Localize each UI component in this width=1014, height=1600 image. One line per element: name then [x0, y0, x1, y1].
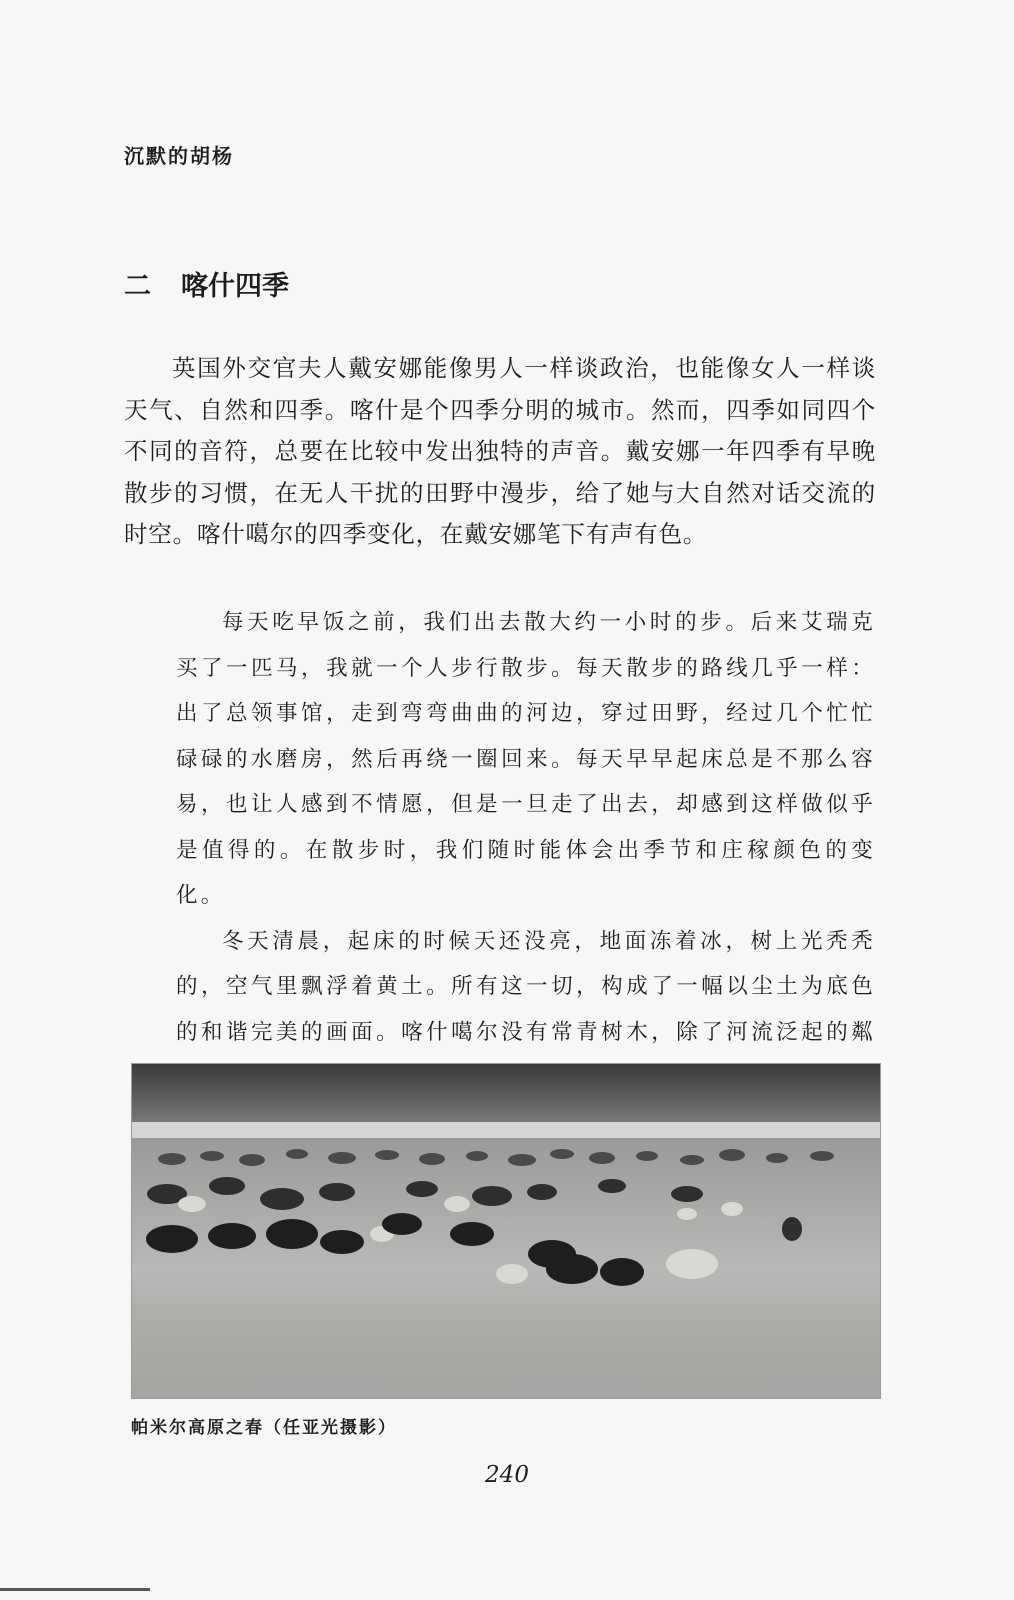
scan-edge-mark	[0, 1588, 150, 1591]
running-header: 沉默的胡杨	[124, 144, 234, 168]
intro-paragraph-block	[124, 348, 876, 556]
quote-paragraph-2: 冬天清晨，起床的时候天还没亮，地面冻着冰，树上光秃秃的，空气里飘浮着黄土。所有这一切，构成了一幅以尘土为底色的和谐完美的画面。喀什噶尔没有常青树木，除了河流泛起的粼	[176, 928, 876, 1045]
photo-caption: 帕米尔高原之春（任亚光摄影）	[131, 1418, 397, 1438]
quote-paragraph-1: 每天吃早饭之前，我们出去散大约一小时的步。后来艾瑞克买了一匹马，我就一个人步行散步。每天散步的路线几乎一样：出了总领事馆，走到弯弯曲曲的河边，穿过田野，经过几个忙忙碌碌的水磨房，然后再绕一圈回来。每天早早起床总是不那么容易，也让人感到不情愿，但是一旦走了出去，却感到这样做似乎是值得的。在散步时，我们随时能体会出季节和庄稼颜色的变化。	[176, 610, 876, 908]
page-number: 240	[485, 1462, 529, 1488]
photo-mist	[132, 1122, 880, 1140]
photo-sky	[132, 1064, 880, 1124]
intro-paragraph: 英国外交官夫人戴安娜能像男人一样谈政治，也能像女人一样谈天气、自然和四季。喀什是个四季分明的城市。然而，四季如同四个不同的音符，总要在比较中发出独特的声音。戴安娜一年四季有早晚散步的习惯，在无人干扰的田野中漫步，给了她与大自然对话交流的时空。喀什噶尔的四季变化，在戴安娜笔下有声有色。	[124, 354, 876, 549]
section-title: 喀什四季	[181, 271, 289, 302]
photo-foreground-shade	[132, 1304, 880, 1398]
section-number: 二	[124, 271, 151, 302]
section-heading	[124, 264, 289, 303]
grazing-yaks-photo	[131, 1063, 881, 1399]
photo-illustration	[132, 1064, 880, 1398]
